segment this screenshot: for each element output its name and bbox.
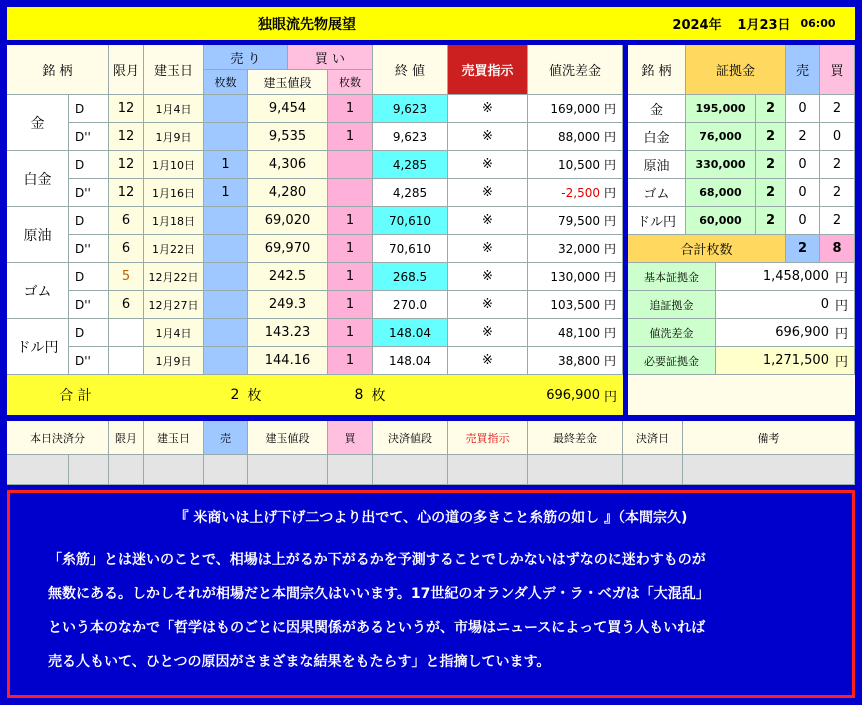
row-close: 70,610 <box>373 207 448 235</box>
total-label: 合 計 <box>59 388 92 404</box>
row-type: D'' <box>69 235 109 263</box>
row-type: D <box>69 319 109 347</box>
settle-empty-cell <box>248 455 328 485</box>
diff-unit: 円 <box>603 158 616 172</box>
row-close: 70,610 <box>373 235 448 263</box>
row-diff <box>528 179 623 207</box>
row-buy-qty: 1 <box>328 207 373 235</box>
row-diff <box>528 291 623 319</box>
row-sell-qty <box>204 235 248 263</box>
diff-value: -2,500 <box>561 185 600 200</box>
row-sell-qty: 1 <box>204 179 248 207</box>
position-table <box>7 45 623 415</box>
row-instruction: ※ <box>448 207 528 235</box>
margin-brand: ドル円 <box>628 207 686 235</box>
row-buy-qty <box>328 151 373 179</box>
margin-sell: 0 <box>786 207 820 235</box>
page-title: 独眼流先物展望 <box>258 16 356 33</box>
summary-label: 基本証拠金 <box>628 263 716 291</box>
settle-header: 売 <box>204 421 248 455</box>
brand-name: 金 <box>7 95 69 151</box>
settle-empty-cell <box>448 455 528 485</box>
row-month <box>109 319 144 347</box>
row-sell-qty <box>204 291 248 319</box>
row-sell-qty <box>204 95 248 123</box>
row-open-price: 69,970 <box>248 235 328 263</box>
row-open-date: 1月9日 <box>144 347 204 375</box>
margin-amount: 68,000 <box>686 179 756 207</box>
brand-name: ゴム <box>7 263 69 319</box>
settle-header: 建玉日 <box>144 421 204 455</box>
row-open-date: 1月10日 <box>144 151 204 179</box>
header-buy-qty: 枚数 <box>328 70 373 95</box>
header-buy: 買 い <box>288 45 373 70</box>
margin-brand: ゴム <box>628 179 686 207</box>
row-open-date: 1月16日 <box>144 179 204 207</box>
header-open-date: 建玉日 <box>144 45 204 95</box>
row-instruction: ※ <box>448 263 528 291</box>
summary-label: 追証拠金 <box>628 291 716 319</box>
row-open-price: 144.16 <box>248 347 328 375</box>
diff-unit: 円 <box>603 326 616 340</box>
summary-label: 値洗差金 <box>628 319 716 347</box>
settle-empty-cell <box>328 455 373 485</box>
row-close: 148.04 <box>373 319 448 347</box>
margin-header-buy: 買 <box>820 45 855 95</box>
row-open-price: 9,535 <box>248 123 328 151</box>
row-month: 12 <box>109 151 144 179</box>
quote-heading: 『 米商いは上げ下げ二つより出でて、心の道の多きこと糸筋の如し 』（本間宗久) <box>174 510 688 526</box>
margin-header-sell: 売 <box>786 45 820 95</box>
diff-unit: 円 <box>603 242 616 256</box>
row-instruction: ※ <box>448 95 528 123</box>
settle-header: 決済日 <box>623 421 683 455</box>
header-year: 2024年 <box>672 18 722 33</box>
settle-empty-cell <box>683 455 855 485</box>
row-diff <box>528 95 623 123</box>
margin-header-margin: 証拠金 <box>686 45 786 95</box>
summary-value <box>716 347 855 375</box>
quote-line: という本のなかで「哲学はものごとに因果関係があるというが、市場はニュースによって買う人もいれば <box>48 620 706 636</box>
row-sell-qty <box>204 207 248 235</box>
row-close: 4,285 <box>373 151 448 179</box>
margin-multiplier: 2 <box>756 151 786 179</box>
row-open-date: 1月22日 <box>144 235 204 263</box>
diff-unit: 円 <box>603 298 616 312</box>
row-diff <box>528 123 623 151</box>
row-type: D <box>69 95 109 123</box>
row-sell-qty <box>204 263 248 291</box>
brand-name: 白金 <box>7 151 69 207</box>
settle-header: 限月 <box>109 421 144 455</box>
diff-value: 169,000 <box>550 101 600 116</box>
header-instruction: 売買指示 <box>448 45 528 95</box>
row-open-price: 9,454 <box>248 95 328 123</box>
diff-value: 38,800 <box>557 353 600 368</box>
diff-value: 32,000 <box>557 241 600 256</box>
summary-amount: 1,271,500 <box>762 353 829 368</box>
quote-body <box>48 543 848 679</box>
quote-line: 「糸筋」とは迷いのことで、相場は上がるか下がるかを予測することでしかないはずなのに迷わすものが <box>48 552 706 568</box>
margin-buy: 0 <box>820 123 855 151</box>
row-buy-qty: 1 <box>328 95 373 123</box>
settle-header: 備考 <box>683 421 855 455</box>
row-instruction: ※ <box>448 291 528 319</box>
row-type: D'' <box>69 123 109 151</box>
total-buy-unit: 枚 <box>371 388 386 404</box>
row-open-date: 12月22日 <box>144 263 204 291</box>
margin-buy: 2 <box>820 151 855 179</box>
settle-header: 売買指示 <box>448 421 528 455</box>
header-sell-qty: 枚数 <box>204 70 248 95</box>
row-buy-qty: 1 <box>328 319 373 347</box>
settle-header: 買 <box>328 421 373 455</box>
total-count-label: 合計枚数 <box>628 235 786 263</box>
settle-empty-cell <box>623 455 683 485</box>
row-buy-qty: 1 <box>328 263 373 291</box>
row-type: D'' <box>69 179 109 207</box>
row-buy-qty: 1 <box>328 347 373 375</box>
row-month: 6 <box>109 235 144 263</box>
row-month: 12 <box>109 179 144 207</box>
settle-header: 決済値段 <box>373 421 448 455</box>
row-open-date: 1月4日 <box>144 95 204 123</box>
settle-header: 本日決済分 <box>7 421 109 455</box>
settlement-table <box>7 421 855 485</box>
row-instruction: ※ <box>448 235 528 263</box>
total-sell <box>204 375 288 415</box>
margin-amount: 60,000 <box>686 207 756 235</box>
diff-unit: 円 <box>603 186 616 200</box>
settle-empty-cell <box>144 455 204 485</box>
total-row <box>7 375 623 415</box>
margin-table <box>628 45 855 415</box>
quote-line: 無数にある。しかしそれが相場だと本間宗久はいいます。17世紀のオランダ人デ・ラ・ベガは「大混乱」 <box>48 586 710 602</box>
row-close: 148.04 <box>373 347 448 375</box>
row-type: D <box>69 207 109 235</box>
total-sell-unit: 枚 <box>247 388 262 404</box>
margin-amount: 76,000 <box>686 123 756 151</box>
quote-line: 売る人もいて、ひとつの原因がさまざまな結果をもたらす」と指摘しています。 <box>48 654 551 670</box>
settle-empty-cell <box>204 455 248 485</box>
diff-value: 48,100 <box>557 325 600 340</box>
row-month: 5 <box>109 263 144 291</box>
header-date: 1月23日 <box>737 18 791 33</box>
header-open-price: 建玉値段 <box>248 70 328 95</box>
row-close: 4,285 <box>373 179 448 207</box>
header-time: 06:00 <box>800 17 836 30</box>
total-count-sell: 2 <box>786 235 820 263</box>
header-brand: 銘 柄 <box>7 45 109 95</box>
diff-value: 88,000 <box>557 129 600 144</box>
summary-amount: 0 <box>820 297 829 312</box>
row-month: 6 <box>109 291 144 319</box>
header-close: 終 値 <box>373 45 448 95</box>
settle-empty-cell <box>373 455 448 485</box>
row-open-price: 242.5 <box>248 263 328 291</box>
margin-multiplier: 2 <box>756 95 786 123</box>
row-instruction: ※ <box>448 319 528 347</box>
diff-unit: 円 <box>603 354 616 368</box>
brand-name: 原油 <box>7 207 69 263</box>
row-instruction: ※ <box>448 347 528 375</box>
margin-brand: 白金 <box>628 123 686 151</box>
row-diff <box>528 319 623 347</box>
summary-value <box>716 291 855 319</box>
settle-header: 最終差金 <box>528 421 623 455</box>
settle-empty-cell <box>69 455 109 485</box>
diff-value: 130,000 <box>550 269 600 284</box>
diff-unit: 円 <box>603 130 616 144</box>
summary-unit: 円 <box>834 271 848 286</box>
row-type: D <box>69 151 109 179</box>
margin-amount: 195,000 <box>686 95 756 123</box>
margin-amount: 330,000 <box>686 151 756 179</box>
row-close: 270.0 <box>373 291 448 319</box>
header-sell: 売 り <box>204 45 288 70</box>
settle-empty-cell <box>7 455 69 485</box>
row-diff <box>528 263 623 291</box>
summary-unit: 円 <box>834 327 848 342</box>
total-diff <box>528 375 623 415</box>
row-buy-qty: 1 <box>328 235 373 263</box>
row-buy-qty: 1 <box>328 291 373 319</box>
row-sell-qty <box>204 123 248 151</box>
margin-buy: 2 <box>820 179 855 207</box>
row-open-price: 4,280 <box>248 179 328 207</box>
header-diff: 値洗差金 <box>528 45 623 95</box>
margin-multiplier: 2 <box>756 123 786 151</box>
row-instruction: ※ <box>448 151 528 179</box>
settle-header: 建玉値段 <box>248 421 328 455</box>
row-open-price: 4,306 <box>248 151 328 179</box>
summary-amount: 696,900 <box>775 325 829 340</box>
diff-unit: 円 <box>603 270 616 284</box>
row-type: D'' <box>69 347 109 375</box>
margin-sell: 2 <box>786 123 820 151</box>
row-month: 12 <box>109 123 144 151</box>
row-diff <box>528 235 623 263</box>
row-buy-qty <box>328 179 373 207</box>
summary-unit: 円 <box>834 299 848 314</box>
margin-sell: 0 <box>786 151 820 179</box>
row-open-date: 12月27日 <box>144 291 204 319</box>
row-open-date: 1月18日 <box>144 207 204 235</box>
summary-label: 必要証拠金 <box>628 347 716 375</box>
total-diff-unit: 円 <box>603 389 617 405</box>
diff-value: 103,500 <box>550 297 600 312</box>
margin-multiplier: 2 <box>756 207 786 235</box>
total-diff-value: 696,900 <box>546 387 600 403</box>
row-open-date: 1月4日 <box>144 319 204 347</box>
title-bar <box>7 7 855 40</box>
brand-name: ドル円 <box>7 319 69 375</box>
margin-multiplier: 2 <box>756 179 786 207</box>
diff-value: 79,500 <box>557 213 600 228</box>
summary-amount: 1,458,000 <box>762 269 829 284</box>
row-instruction: ※ <box>448 179 528 207</box>
row-type: D'' <box>69 291 109 319</box>
margin-buy: 2 <box>820 207 855 235</box>
row-month: 12 <box>109 95 144 123</box>
row-type: D <box>69 263 109 291</box>
margin-header-brand: 銘 柄 <box>628 45 686 95</box>
row-sell-qty <box>204 319 248 347</box>
margin-sell: 0 <box>786 95 820 123</box>
row-sell-qty <box>204 347 248 375</box>
total-count-buy: 8 <box>820 235 855 263</box>
settle-empty-cell <box>109 455 144 485</box>
row-open-price: 69,020 <box>248 207 328 235</box>
summary-value <box>716 319 855 347</box>
row-close: 268.5 <box>373 263 448 291</box>
summary-unit: 円 <box>834 355 848 370</box>
row-open-date: 1月9日 <box>144 123 204 151</box>
row-close: 9,623 <box>373 123 448 151</box>
margin-sell: 0 <box>786 179 820 207</box>
summary-value <box>716 263 855 291</box>
row-diff <box>528 151 623 179</box>
margin-brand: 原油 <box>628 151 686 179</box>
row-close: 9,623 <box>373 95 448 123</box>
row-open-price: 249.3 <box>248 291 328 319</box>
total-buy <box>328 375 412 415</box>
diff-unit: 円 <box>603 102 616 116</box>
row-month <box>109 347 144 375</box>
row-buy-qty: 1 <box>328 123 373 151</box>
diff-unit: 円 <box>603 214 616 228</box>
row-open-price: 143.23 <box>248 319 328 347</box>
row-month: 6 <box>109 207 144 235</box>
margin-brand: 金 <box>628 95 686 123</box>
total-sell-value: 2 <box>230 387 240 403</box>
settle-empty-cell <box>528 455 623 485</box>
diff-value: 10,500 <box>557 157 600 172</box>
row-diff <box>528 347 623 375</box>
row-diff <box>528 207 623 235</box>
margin-buy: 2 <box>820 95 855 123</box>
row-sell-qty: 1 <box>204 151 248 179</box>
total-buy-value: 8 <box>354 387 364 403</box>
header-month: 限月 <box>109 45 144 95</box>
quote-box <box>7 490 855 698</box>
row-instruction: ※ <box>448 123 528 151</box>
